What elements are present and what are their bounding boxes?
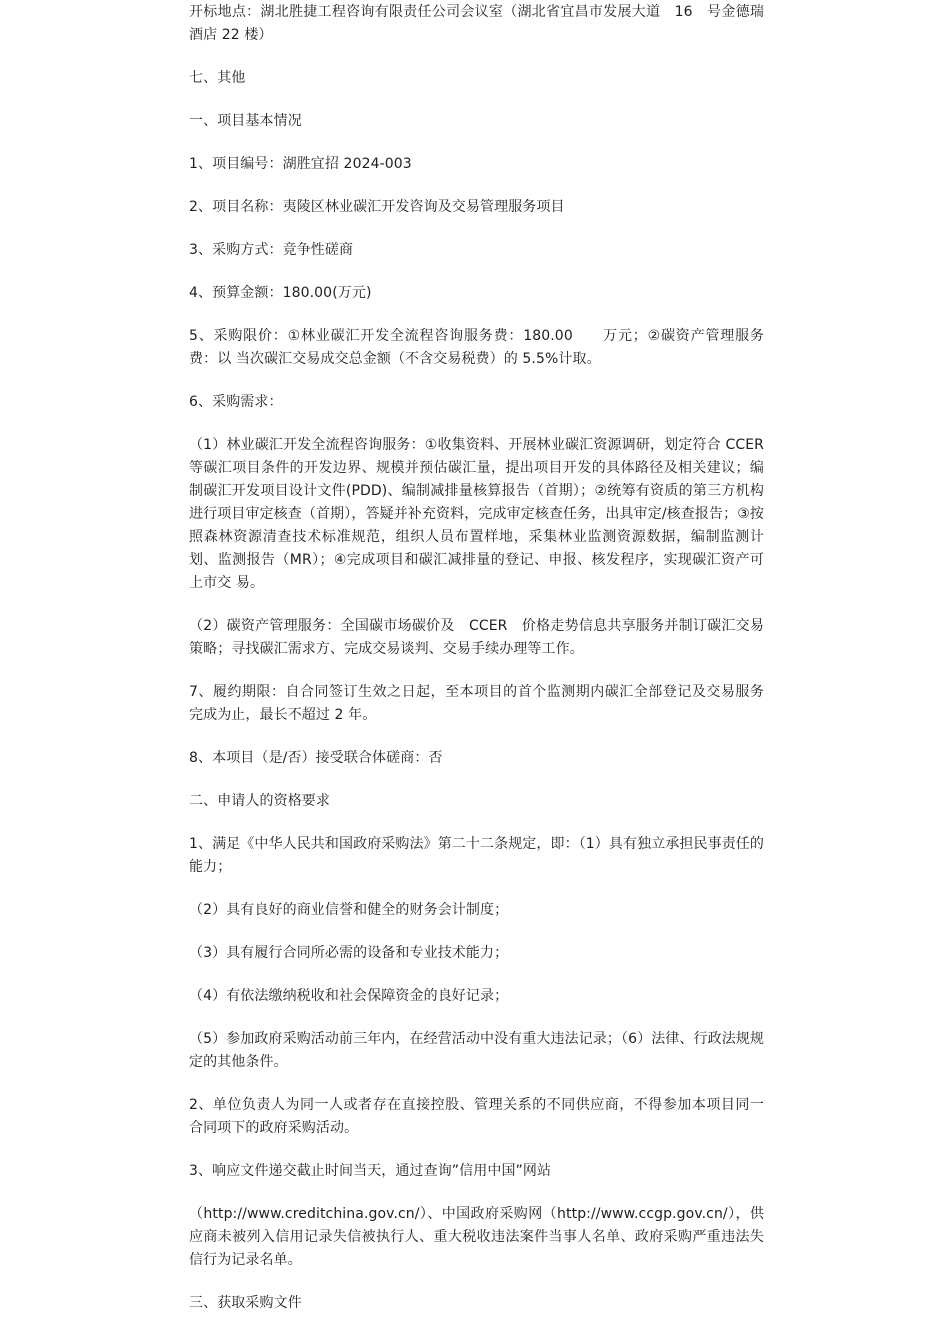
document-page: [189, 1, 779, 1335]
qualification-item-5: （5）参加政府采购活动前三年内，在经营活动中没有重大违法记录；（6）法律、行政法规规定的其他条件。: [189, 1031, 765, 1070]
qualification-item-3: （3）具有履行合同所必需的设备和专业技术能力；: [189, 945, 509, 961]
bid-opening-location: 开标地点：湖北胜捷工程咨询有限责任公司会议室（湖北省宜昌市发展大道 16 号金德瑞酒店 22 楼）: [189, 4, 764, 43]
requirement-asset-management: （2）碳资产管理服务：全国碳市场碳价及 CCER 价格走势信息共享服务并制订碳汇交易策略；寻找碳汇需求方、完成交易谈判、交易手续办理等工作。: [189, 618, 764, 657]
qualification-item-4: （4）有依法缴纳税收和社会保障资金的良好记录；: [189, 988, 509, 1004]
project-number: 1、项目编号：湖胜宜招 2024-003: [189, 156, 412, 172]
requirement-consulting-service: （1）林业碳汇开发全流程咨询服务：①收集资料、开展林业碳汇资源调研，划定符合 CCER 等碳汇项目条件的开发边界、规模并预估碳汇量，提出项目开发的具体路径及相关建议；编制碳汇开发项目设计文件(PDD)、编制减排量核算报告（首期）；②统筹有资质的第三方机构进行项目审定核查（首期），答疑并补充资料，完成审定核查任务，出具审定/核查报告；③按照森林资源清查技术标准规范，组织人员布置样地，采集林业监测资源数据，编制监测计划、监测报告（MR）；④完成项目和碳汇减排量的登记、申报、核发程序，实现碳汇资产可上市交 易。: [189, 437, 779, 591]
consortium-acceptance: 8、本项目（是/否）接受联合体磋商：否: [189, 750, 443, 766]
procurement-requirements-heading: 6、采购需求：: [189, 394, 283, 410]
procurement-method: 3、采购方式：竞争性磋商: [189, 242, 354, 258]
qualification-item-1: 1、满足《中华人民共和国政府采购法》第二十二条规定，即：（1）具有独立承担民事责任的能力；: [189, 836, 765, 875]
section-heading-qualifications: 二、申请人的资格要求: [189, 793, 330, 809]
qualification-related-suppliers: 2、单位负责人为同一人或者存在直接控股、管理关系的不同供应商，不得参加本项目同一 合同项下的政府采购活动。: [189, 1097, 764, 1136]
budget-amount: 4、预算金额：180.00(万元): [189, 285, 372, 301]
qualification-item-2: （2）具有良好的商业信誉和健全的财务会计制度；: [189, 902, 509, 918]
project-name: 2、项目名称：夷陵区林业碳汇开发咨询及交易管理服务项目: [189, 199, 565, 215]
credit-check-websites: （http://www.creditchina.gov.cn/）、中国政府采购网（http://www.ccgp.gov.cn/），供 应商未被列入信用记录失信被执行人、重大税收违法案件当事人名单、政府采购严重违法失 信行为记录名单。: [189, 1206, 779, 1268]
section-heading-obtain-documents: 三、获取采购文件: [189, 1295, 302, 1311]
price-limit: 5、采购限价：①林业碳汇开发全流程咨询服务费：180.00 万元；②碳资产管理服务费：以 当次碳汇交易成交总金额（不含交易税费）的 5.5%计取。: [189, 328, 764, 367]
section-heading-other: 七、其他: [189, 70, 246, 86]
section-heading-project-info: 一、项目基本情况: [189, 113, 302, 129]
qualification-credit-check: 3、响应文件递交截止时间当天，通过查询”信用中国”网站: [189, 1163, 552, 1179]
performance-period: 7、履约期限：自合同签订生效之日起，至本项目的首个监测期内碳汇全部登记及交易服务 完成为止，最长不超过 2 年。: [189, 684, 764, 723]
